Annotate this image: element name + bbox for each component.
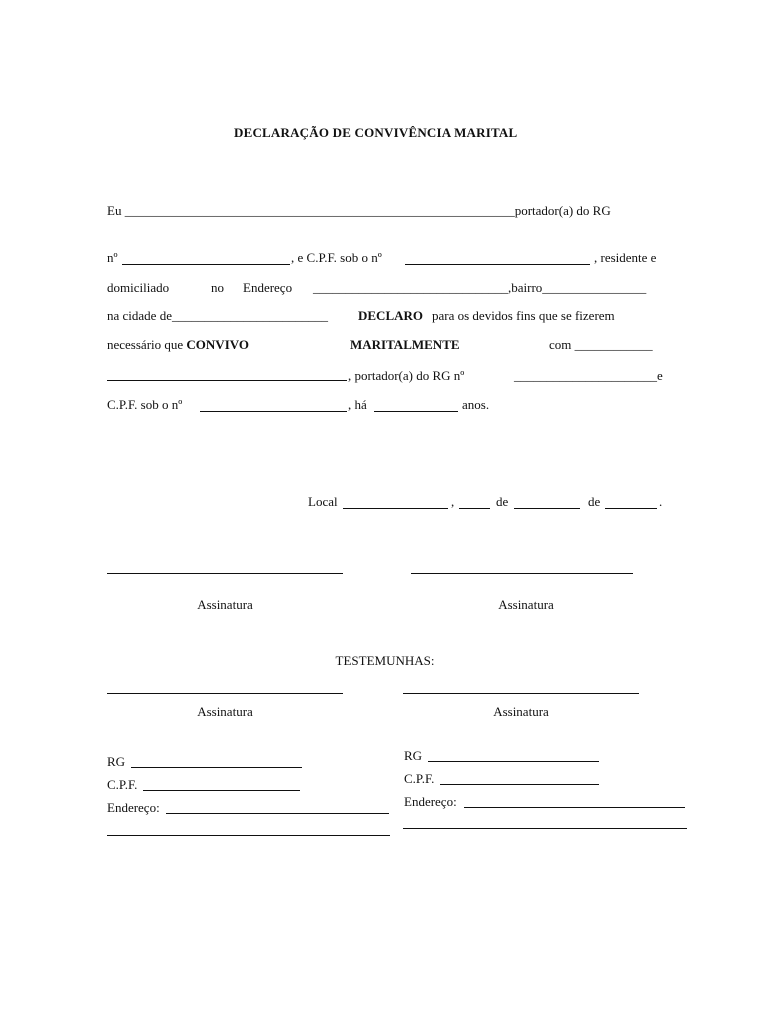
date-period: . — [659, 494, 663, 509]
paragraph-line-1 — [107, 203, 611, 219]
witnesses-heading: TESTEMUNHAS: — [335, 653, 435, 668]
address-blank: ______________________________ — [313, 280, 508, 295]
necessario-que: necessário que — [107, 337, 184, 352]
local-label: Local — [308, 494, 338, 509]
line3-word-domiciliado: domiciliado — [107, 280, 170, 295]
line4-city — [107, 308, 328, 324]
maritalmente-word: MARITALMENTE — [350, 337, 460, 352]
witness-right-address-blank — [464, 807, 685, 808]
witness-left-address-label: Endereço: — [107, 800, 160, 815]
witness-right-rg-label: RG — [404, 748, 423, 763]
witness-left-cpf-label: C.P.F. — [107, 777, 138, 792]
witness-signature-label-right: Assinatura — [493, 704, 549, 719]
convivo-word: CONVIVO — [186, 337, 249, 352]
line6-end — [514, 368, 663, 384]
witness-signature-line-right — [403, 693, 639, 694]
line1-blank-name: ____________________________________________________________ — [124, 203, 515, 218]
line7-anos: anos. — [462, 397, 490, 412]
line7-ha: , há — [348, 397, 367, 412]
document-title: DECLARAÇÃO DE CONVIVÊNCIA MARITAL — [234, 125, 518, 140]
partner-rg-blank: ______________________ — [514, 368, 657, 383]
de-label-2: de — [588, 494, 601, 509]
line1-start: Eu — [107, 203, 125, 218]
witness-left-cpf-blank — [143, 790, 300, 791]
signature-line-left — [107, 573, 343, 574]
witness-right-cpf-blank — [440, 784, 599, 785]
witness-left-address-blank-2 — [107, 835, 390, 836]
witness-right-address-label: Endereço: — [404, 794, 457, 809]
line2-mid: , e C.P.F. sob o nº — [291, 250, 382, 265]
line2-start: nº — [107, 250, 118, 265]
local-comma: , — [451, 494, 455, 509]
rg-number-blank — [122, 264, 290, 265]
declaro-word: DECLARO — [358, 308, 424, 323]
line2-end: , residente e — [594, 250, 657, 265]
witness-right-address-blank-2 — [403, 828, 687, 829]
line5-start — [107, 337, 249, 353]
witness-right-rg-blank — [428, 761, 599, 762]
local-blank — [343, 508, 448, 509]
line5-com — [549, 337, 653, 353]
com-word: com — [549, 337, 572, 352]
day-blank — [459, 508, 490, 509]
partner-blank: ____________ — [574, 337, 653, 352]
year-blank — [605, 508, 657, 509]
month-blank — [514, 508, 580, 509]
line6-mid: , portador(a) do RG nº — [348, 368, 465, 383]
partner-cpf-blank — [200, 411, 347, 412]
witness-signature-label-left: Assinatura — [197, 704, 253, 719]
line3-address-bairro — [313, 280, 646, 296]
city-blank: ________________________ — [171, 308, 328, 323]
partner-name-blank — [107, 380, 347, 381]
witness-right-cpf-label: C.P.F. — [404, 771, 435, 786]
line7-start: C.P.F. sob o nº — [107, 397, 183, 412]
signature-line-right — [411, 573, 633, 574]
signature-label-right: Assinatura — [498, 597, 554, 612]
signature-label-left: Assinatura — [197, 597, 253, 612]
line6-e: e — [657, 368, 663, 383]
years-blank — [374, 411, 458, 412]
bairro-blank: ________________ — [542, 280, 647, 295]
witness-left-address-blank — [166, 813, 389, 814]
witness-left-rg-label: RG — [107, 754, 126, 769]
bairro-label: ,bairro — [508, 280, 543, 295]
line3-word-no: no — [211, 280, 224, 295]
witness-left-rg-blank — [131, 767, 302, 768]
line4-start: na cidade de — [107, 308, 172, 323]
line1-end: portador(a) do RG — [514, 203, 611, 218]
line4-end: para os devidos fins que se fizerem — [432, 308, 615, 323]
line3-word-endereco: Endereço — [243, 280, 293, 295]
de-label-1: de — [496, 494, 509, 509]
cpf-number-blank — [405, 264, 590, 265]
witness-signature-line-left — [107, 693, 343, 694]
